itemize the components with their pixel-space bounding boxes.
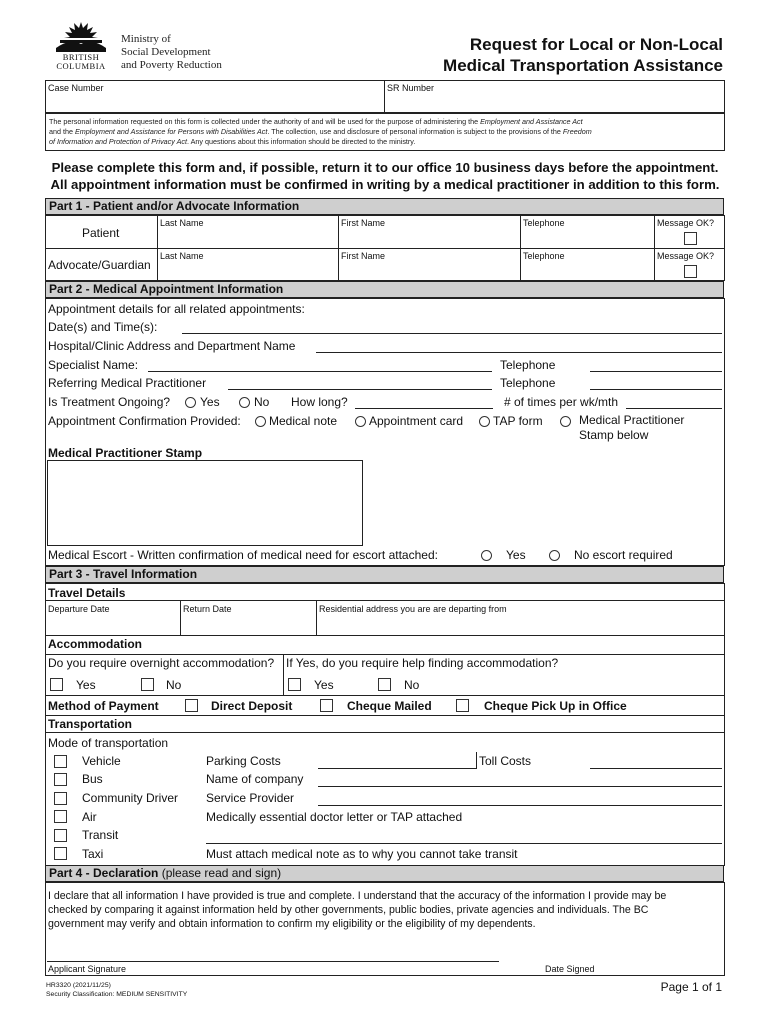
advocate-last-name-label: Last Name xyxy=(160,251,204,261)
dates-times-input[interactable] xyxy=(182,333,722,334)
company-name-label: Name of company xyxy=(206,772,304,786)
patient-message-ok-checkbox[interactable] xyxy=(684,232,697,245)
mode-vehicle-label: Vehicle xyxy=(82,754,121,768)
overnight-no-label: No xyxy=(166,678,182,692)
sr-number-input[interactable] xyxy=(386,94,724,112)
finding-question: If Yes, do you require help finding accommodation? xyxy=(286,656,559,670)
direct-deposit-label: Direct Deposit xyxy=(211,699,293,713)
finding-no-checkbox[interactable] xyxy=(378,678,391,691)
ongoing-yes-label: Yes xyxy=(200,395,220,409)
mode-bus-label: Bus xyxy=(82,772,103,786)
ongoing-no-label: No xyxy=(254,395,270,409)
appointment-card-radio[interactable] xyxy=(355,416,366,427)
hospital-label: Hospital/Clinic Address and Department Name xyxy=(48,339,296,353)
mode-taxi-checkbox[interactable] xyxy=(54,847,67,860)
return-date-input[interactable] xyxy=(181,616,315,634)
specialist-label: Specialist Name: xyxy=(48,358,139,372)
finding-no-label: No xyxy=(404,678,420,692)
mode-community-driver-checkbox[interactable] xyxy=(54,792,67,805)
stamp-title: Medical Practitioner Stamp xyxy=(48,446,203,460)
overnight-question: Do you require overnight accommodation? xyxy=(48,656,275,670)
advocate-telephone-label: Telephone xyxy=(523,251,565,261)
form-title-line2: Medical Transportation Assistance xyxy=(443,56,723,75)
dates-times-label: Date(s) and Time(s): xyxy=(48,320,158,334)
escort-no-radio[interactable] xyxy=(549,550,560,561)
practitioner-stamp-radio[interactable] xyxy=(560,416,571,427)
part4-title: Part 4 - Declaration xyxy=(49,866,159,880)
privacy-notice: The personal information requested on this form is collected under the authority of and will be used for the purpose of administering the Employment and Assistance Act and the Employment and Assistance for Persons with Disabilities Act. The collection, use and disclosure of personal information is subject to the provisions of the Freedom of Information and Protection of Privacy Act. Any questions about this information should be directed to the ministry. xyxy=(49,117,592,146)
referring-telephone-input[interactable] xyxy=(590,389,722,390)
tap-form-radio[interactable] xyxy=(479,416,490,427)
toll-costs-label: Toll Costs xyxy=(479,754,532,768)
travel-details-heading: Travel Details xyxy=(48,586,126,600)
patient-telephone-label: Telephone xyxy=(523,218,565,228)
mode-transit-checkbox[interactable] xyxy=(54,829,67,842)
signature-label: Applicant Signature xyxy=(48,964,127,974)
transit-note-label: Must attach medical note as to why you cannot take transit xyxy=(206,847,518,861)
referring-telephone-label: Telephone xyxy=(500,376,556,390)
patient-first-name-label: First Name xyxy=(341,218,386,228)
stamp-area[interactable] xyxy=(47,460,363,546)
finding-yes-label: Yes xyxy=(314,678,334,692)
part3-header: Part 3 - Travel Information xyxy=(45,566,724,583)
overnight-yes-label: Yes xyxy=(76,678,96,692)
specialist-telephone-label: Telephone xyxy=(500,358,556,372)
patient-message-ok-label: Message OK? xyxy=(657,218,715,228)
part2-header: Part 2 - Medical Appointment Information xyxy=(45,281,724,298)
advocate-first-name-label: First Name xyxy=(341,251,386,261)
ongoing-no-radio[interactable] xyxy=(239,397,250,408)
times-per-label: # of times per wk/mth xyxy=(504,395,619,409)
tap-form-label: TAP form xyxy=(493,414,543,428)
signature-input[interactable] xyxy=(47,961,499,962)
overnight-yes-checkbox[interactable] xyxy=(50,678,63,691)
mode-community-driver-label: Community Driver xyxy=(82,791,179,805)
bc-logo xyxy=(50,18,112,72)
escort-yes-label: Yes xyxy=(506,548,526,562)
patient-last-name-label: Last Name xyxy=(160,218,204,228)
service-provider-label: Service Provider xyxy=(206,791,295,805)
patient-row-label: Patient xyxy=(82,226,120,240)
security-classification: Security Classification: MEDIUM SENSITIVITY xyxy=(46,991,188,998)
departure-date-input[interactable] xyxy=(46,616,179,634)
ministry-name-line3: and Poverty Reduction xyxy=(121,59,222,71)
case-number-label: Case Number xyxy=(48,83,104,93)
return-date-label: Return Date xyxy=(183,604,232,614)
residential-address-label: Residential address you are are departing from xyxy=(319,604,507,614)
mode-of-transportation-label: Mode of transportation xyxy=(48,736,169,750)
sr-number-label: SR Number xyxy=(387,83,435,93)
part4-header xyxy=(45,865,724,882)
cheque-pickup-label: Cheque Pick Up in Office xyxy=(484,699,627,713)
mode-transit-label: Transit xyxy=(82,828,119,842)
advocate-message-ok-label: Message OK? xyxy=(657,251,715,261)
cheque-mailed-label: Cheque Mailed xyxy=(347,699,432,713)
practitioner-stamp-option: Medical Practitioner Stamp below xyxy=(579,413,685,442)
essential-letter-label: Medically essential doctor letter or TAP attached xyxy=(206,810,463,824)
instructions-line1: Please complete this form and, if possible, return it to our office 10 business days before the appointment. xyxy=(51,160,719,175)
parking-costs-label: Parking Costs xyxy=(206,754,281,768)
appointment-card-label: Appointment card xyxy=(369,414,464,428)
medical-note-radio[interactable] xyxy=(255,416,266,427)
escort-no-label: No escort required xyxy=(574,548,673,562)
page-number: Page 1 of 1 xyxy=(660,980,722,994)
transit-note-input[interactable] xyxy=(206,843,722,844)
advocate-message-ok-checkbox[interactable] xyxy=(684,265,697,278)
referring-label: Referring Medical Practitioner xyxy=(48,376,207,390)
specialist-input[interactable] xyxy=(148,371,492,372)
advocate-row-label: Advocate/Guardian xyxy=(48,258,151,272)
ministry-name-line1: Ministry of xyxy=(121,33,171,45)
finding-yes-checkbox[interactable] xyxy=(288,678,301,691)
declaration-text: I declare that all information I have provided is true and complete. I understand that the accuracy of the information I provide may be checked by comparing it against information held by other governments, public bodies, private agencies and individuals. The BC government may verify and obtain information to confirm my eligibility or the eligibility of my dependents. xyxy=(48,890,667,930)
mode-bus-checkbox[interactable] xyxy=(54,773,67,786)
bc-sun-mountain-icon xyxy=(50,18,112,54)
escort-label: Medical Escort - Written confirmation of medical need for escort attached: xyxy=(48,548,438,562)
form-id: HR3320 (2021/11/25) xyxy=(46,982,111,989)
logo-text-british: BRITISH xyxy=(62,52,100,62)
parking-costs-input[interactable] xyxy=(318,768,476,769)
toll-costs-input[interactable] xyxy=(590,768,722,769)
appointment-details-label: Appointment details for all related appointments: xyxy=(48,302,305,316)
instructions-line2: All appointment information must be confirmed in writing by a medical practitioner in addition to this form. xyxy=(50,177,720,192)
treatment-ongoing-label: Is Treatment Ongoing? xyxy=(48,395,171,409)
cheque-pickup-checkbox[interactable] xyxy=(456,699,469,712)
how-long-label: How long? xyxy=(291,395,348,409)
referring-input[interactable] xyxy=(228,389,492,390)
transportation-heading: Transportation xyxy=(48,717,133,731)
case-number-input[interactable] xyxy=(46,94,383,112)
ministry-name-line2: Social Development xyxy=(121,46,211,58)
residential-address-input[interactable] xyxy=(317,616,724,634)
departure-date-label: Departure Date xyxy=(48,604,110,614)
part4-subtitle: (please read and sign) xyxy=(161,866,282,880)
mode-vehicle-checkbox[interactable] xyxy=(54,755,67,768)
part1-header: Part 1 - Patient and/or Advocate Information xyxy=(45,198,724,215)
ongoing-yes-radio[interactable] xyxy=(185,397,196,408)
date-signed-label: Date Signed xyxy=(545,964,595,974)
confirmation-label: Appointment Confirmation Provided: xyxy=(48,414,241,428)
logo-text-columbia: COLUMBIA xyxy=(56,61,106,71)
mode-air-label: Air xyxy=(82,810,97,824)
accommodation-heading: Accommodation xyxy=(48,637,143,651)
payment-method-label: Method of Payment xyxy=(48,699,159,713)
company-name-input[interactable] xyxy=(318,786,722,787)
direct-deposit-checkbox[interactable] xyxy=(185,699,198,712)
how-long-input[interactable] xyxy=(355,408,493,409)
form-title-line1: Request for Local or Non-Local xyxy=(469,35,723,54)
mode-air-checkbox[interactable] xyxy=(54,810,67,823)
cheque-mailed-checkbox[interactable] xyxy=(320,699,333,712)
escort-yes-radio[interactable] xyxy=(481,550,492,561)
specialist-telephone-input[interactable] xyxy=(590,371,722,372)
times-per-input[interactable] xyxy=(626,408,722,409)
hospital-input[interactable] xyxy=(316,352,722,353)
medical-note-label: Medical note xyxy=(269,414,338,428)
service-provider-input[interactable] xyxy=(318,805,722,806)
mode-taxi-label: Taxi xyxy=(82,847,104,861)
overnight-no-checkbox[interactable] xyxy=(141,678,154,691)
